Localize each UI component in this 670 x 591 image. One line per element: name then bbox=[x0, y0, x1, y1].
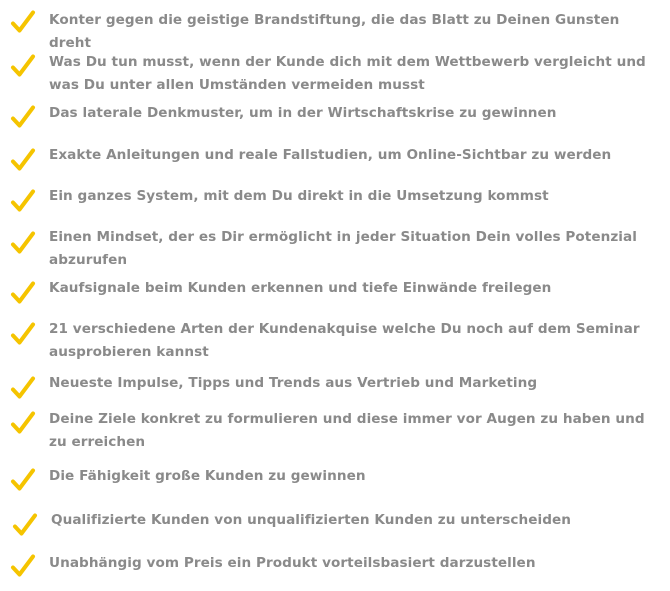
list-item-label: Konter gegen die geistige Brandstiftung, die das Blatt zu Deinen Gunsten dreht bbox=[49, 12, 620, 51]
checkmark-icon bbox=[9, 409, 37, 437]
checkmark-icon bbox=[9, 320, 37, 348]
checkmark-icon bbox=[9, 8, 37, 36]
checkmark-icon bbox=[9, 279, 37, 307]
checkmark-icon bbox=[9, 52, 37, 80]
list-item-label: Einen Mindset, der es Dir ermöglicht in jeder Situation Dein volles Potenzial abzurufen bbox=[49, 229, 637, 268]
list-item-label: 21 verschiedene Arten der Kundenakquise welche Du noch auf dem Seminar ausprobieren kannst bbox=[49, 321, 640, 360]
list-item-label: Was Du tun musst, wenn der Kunde dich mit dem Wettbewerb vergleicht und was Du unter allen Umständen vermeiden musst bbox=[49, 54, 646, 93]
list-item-label: Exakte Anleitungen und reale Fallstudien, um Online-Sichtbar zu werden bbox=[49, 147, 612, 163]
list-item-label: Deine Ziele konkret zu formulieren und diese immer vor Augen zu haben und zu erreichen bbox=[49, 411, 645, 450]
list-item-label: Kaufsignale beim Kunden erkennen und tiefe Einwände freilegen bbox=[49, 280, 552, 296]
checkmark-icon bbox=[9, 146, 37, 174]
list-item-label: Ein ganzes System, mit dem Du direkt in die Umsetzung kommst bbox=[49, 188, 549, 204]
list-item-label: Das laterale Denkmuster, um in der Wirtschaftskrise zu gewinnen bbox=[49, 105, 557, 121]
list-item-label: Die Fähigkeit große Kunden zu gewinnen bbox=[49, 468, 366, 484]
checkmark-icon bbox=[9, 552, 37, 580]
checkmark-icon bbox=[9, 103, 37, 131]
checkmark-icon bbox=[9, 187, 37, 215]
list-item-label: Unabhängig vom Preis ein Produkt vorteilsbasiert darzustellen bbox=[49, 555, 536, 571]
checkmark-icon bbox=[9, 466, 37, 494]
checkmark-icon bbox=[9, 229, 37, 257]
list-item-label: Qualifizierte Kunden von unqualifizierten Kunden zu unterscheiden bbox=[51, 512, 572, 528]
checkmark-icon bbox=[9, 374, 37, 402]
list-item-label: Neueste Impulse, Tipps und Trends aus Vertrieb und Marketing bbox=[49, 375, 538, 391]
checkmark-icon bbox=[11, 511, 39, 539]
